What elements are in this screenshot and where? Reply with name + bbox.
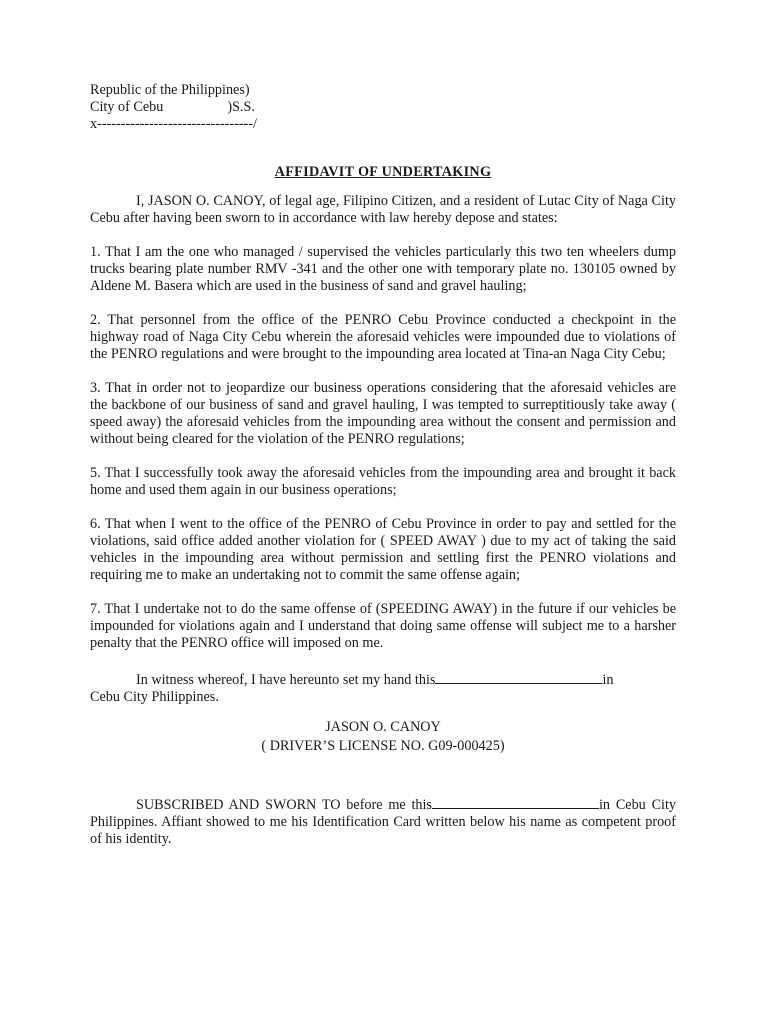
document-title: AFFIDAVIT OF UNDERTAKING (274, 164, 492, 180)
venue-city (90, 99, 676, 116)
jurat-text: SUBSCRIBED AND SWORN TO before me this (136, 797, 432, 813)
signatory-block (90, 718, 676, 756)
date-blank-line (435, 669, 602, 684)
jurat-rest: Cebu City Philippines. Affiant showed to me his Identification Card written below his name as competent proof of his identity. (90, 797, 677, 847)
paragraph-1: 1. That I am the one who managed / supervised the vehicles particularly this two ten wheelers dump trucks bearing plate number RMV -341 and the other one with temporary plate no. 130105 owned by Aldene M. Basera which are used in the business of sand and gravel hauling; (90, 244, 676, 294)
venue-separator: x---------------------------------/ (90, 116, 257, 132)
affidavit-document (90, 82, 676, 848)
paragraph-5: 5. That I successfully took away the aforesaid vehicles from the impounding area and brought it back home and used them again in our business operations; (90, 465, 676, 498)
signatory-name: JASON O. CANOY (325, 719, 441, 735)
paragraph-2: 2. That personnel from the office of the PENRO Cebu Province conducted a checkpoint in the highway road of Naga City Cebu wherein the aforesaid vehicles were impounded due to violations of the PENRO regulations and were brought to the impounding area located at Tina-an Naga City Cebu; (90, 312, 676, 362)
witness-place: Cebu City Philippines. (90, 689, 219, 705)
intro-paragraph: I, JASON O. CANOY, of legal age, Filipino Citizen, and a resident of Lutac City of Naga City Cebu after having been sworn to in accordance with law hereby depose and states: (90, 193, 676, 226)
paragraph-7: 7. That I undertake not to do the same offense of (SPEEDING AWAY) in the future if our vehicles be impounded for violations again and I understand that doing same offense will subject me to a harsher penalty that the PENRO office will imposed on me. (90, 601, 676, 651)
paragraph-3: 3. That in order not to jeopardize our business operations considering that the aforesaid vehicles are the backbone of our business of sand and gravel hauling, I was tempted to surreptitiously take away ( speed away) the aforesaid vehicles from the impounding area without the consent and permission and without being cleared for the violation of the PENRO regulations; (90, 380, 676, 447)
jurat-in: in (598, 797, 611, 813)
jurat-date-blank-line (432, 794, 599, 809)
witness-text: In witness whereof, I have hereunto set my hand this (136, 672, 436, 688)
witness-in: in (602, 672, 614, 688)
venue-ss: )S.S. (227, 99, 255, 115)
venue-republic: Republic of the Philippines) (90, 82, 250, 98)
witness-clause (90, 669, 676, 706)
signatory-license: ( DRIVER’S LICENSE NO. G09-000425) (261, 738, 505, 754)
jurat-clause (90, 794, 676, 848)
venue-city-name: City of Cebu (90, 99, 164, 115)
venue-block (90, 82, 676, 133)
paragraph-6: 6. That when I went to the office of the PENRO of Cebu Province in order to pay and settled for the violations, said office added another violation for ( SPEED AWAY ) due to my act of taking the said vehicles in the impounding area without permission and settling first the PENRO violations and requiring me to make an undertaking not to commit the same offense again; (90, 516, 676, 583)
